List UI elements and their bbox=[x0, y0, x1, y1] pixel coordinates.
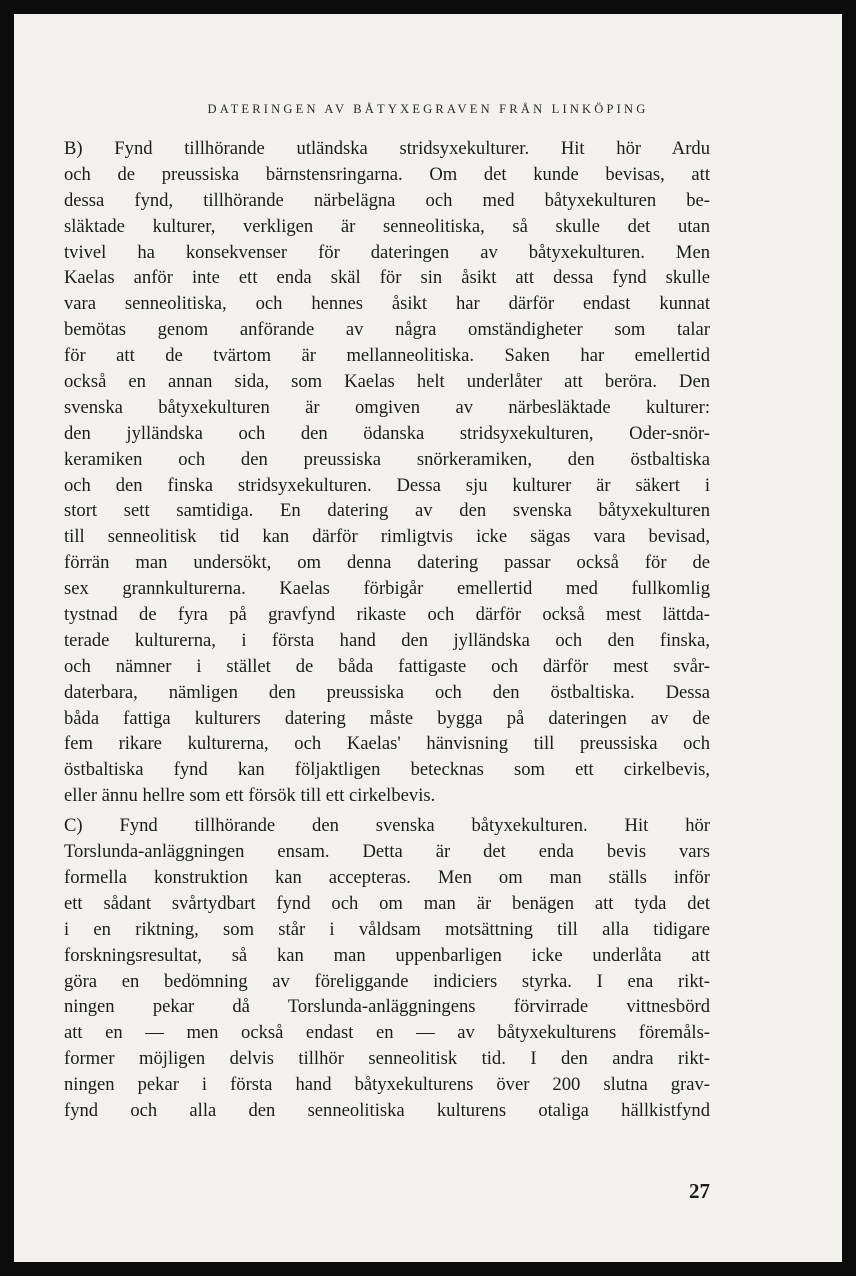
text-line: former möjligen delvis tillhör senneolitisk tid. I den andra rikt- bbox=[64, 1048, 710, 1070]
text-line: Kaelas anför inte ett enda skäl för sin åsikt att dessa fynd skulle bbox=[64, 267, 710, 289]
text-line: för att de tvärtom är mellanneolitiska. Saken har emellertid bbox=[64, 345, 710, 367]
text-line: och de preussiska bärnstensringarna. Om det kunde bevisas, att bbox=[64, 163, 710, 185]
text-line: Torslunda-anläggningen ensam. Detta är det enda bevis vars bbox=[64, 841, 710, 863]
text-line: eller ännu hellre som ett försök till ett cirkelbevis. bbox=[64, 785, 436, 807]
text-line: fynd och alla den senneolitiska kulturens otaliga hällkistfynd bbox=[64, 1099, 710, 1121]
text-line: den jylländska och den ödanska stridsyxekulturen, Oder-snör- bbox=[64, 422, 710, 444]
text-line: och nämner i stället de båda fattigaste och därför mest svår- bbox=[64, 655, 710, 677]
text-line: dessa fynd, tillhörande närbelägna och med båtyxekulturen be- bbox=[64, 189, 710, 211]
text-line: fem rikare kulturerna, och Kaelas' hänvisning till preussiska och bbox=[64, 733, 710, 755]
text-line: svenska båtyxekulturen är omgiven av närbesläktade kulturer: bbox=[64, 396, 710, 418]
text-line: att en — men också endast en — av båtyxekulturens föremåls- bbox=[64, 1022, 710, 1044]
text-line: sex grannkulturerna. Kaelas förbigår emellertid med fullkomlig bbox=[64, 578, 710, 600]
text-line: terade kulturerna, i första hand den jylländska och den finska, bbox=[64, 629, 710, 651]
book-page bbox=[14, 14, 842, 1262]
text-line: östbaltiska fynd kan följaktligen betecknas som ett cirkelbevis, bbox=[64, 759, 710, 781]
text-line: C) Fynd tillhörande den svenska båtyxekulturen. Hit hör bbox=[64, 815, 710, 837]
text-line: B) Fynd tillhörande utländska stridsyxekulturer. Hit hör Ardu bbox=[64, 138, 710, 159]
paragraph-b bbox=[64, 136, 710, 809]
running-head: DATERINGEN AV BÅTYXEGRAVEN FRÅN LINKÖPING bbox=[207, 102, 649, 116]
text-line: också en annan sida, som Kaelas helt underlåter att beröra. Den bbox=[64, 371, 710, 393]
text-line: och den finska stridsyxekulturen. Dessa sju kulturer är säkert i bbox=[64, 474, 710, 496]
text-line: till senneolitisk tid kan därför rimligtvis icke sägas vara bevisad, bbox=[64, 526, 710, 548]
text-line: båda fattiga kulturers datering måste bygga på dateringen av de bbox=[64, 707, 710, 729]
text-line: tystnad de fyra på gravfynd rikaste och därför också mest lättda- bbox=[64, 604, 710, 626]
text-line: formella konstruktion kan accepteras. Men om man ställs inför bbox=[64, 866, 710, 888]
text-line: vara senneolitiska, och hennes åsikt har därför endast kunnat bbox=[64, 293, 710, 315]
text-line: stort sett samtidiga. En datering av den svenska båtyxekulturen bbox=[64, 500, 710, 522]
text-line: förrän man undersökt, om denna datering passar också för de bbox=[64, 552, 710, 574]
text-line: daterbara, nämligen den preussiska och den östbaltiska. Dessa bbox=[64, 681, 710, 703]
text-line: ningen pekar i första hand båtyxekulturens över 200 slutna grav- bbox=[64, 1074, 710, 1096]
text-line: tvivel ha konsekvenser för dateringen av båtyxekulturen. Men bbox=[64, 241, 710, 263]
text-line: ett sådant svårtydbart fynd och om man är benägen att tyda det bbox=[64, 892, 710, 914]
text-line: ningen pekar då Torslunda-anläggningens förvirrade vittnesbörd bbox=[64, 996, 710, 1018]
text-line: i en riktning, som står i våldsam motsättning till alla tidigare bbox=[64, 918, 710, 940]
text-line: bemötas genom anförande av några omständigheter som talar bbox=[64, 319, 710, 341]
text-line: göra en bedömning av föreliggande indiciers styrka. I ena rikt- bbox=[64, 970, 710, 992]
text-line: släktade kulturer, verkligen är senneolitiska, så skulle det utan bbox=[64, 215, 710, 237]
paragraph-c bbox=[64, 813, 710, 1124]
text-line: forskningsresultat, så kan man uppenbarligen icke underlåta att bbox=[64, 944, 710, 966]
page-number: 27 bbox=[689, 1179, 710, 1203]
text-line: keramiken och den preussiska snörkeramiken, den östbaltiska bbox=[64, 448, 710, 470]
body-text bbox=[64, 136, 710, 1124]
